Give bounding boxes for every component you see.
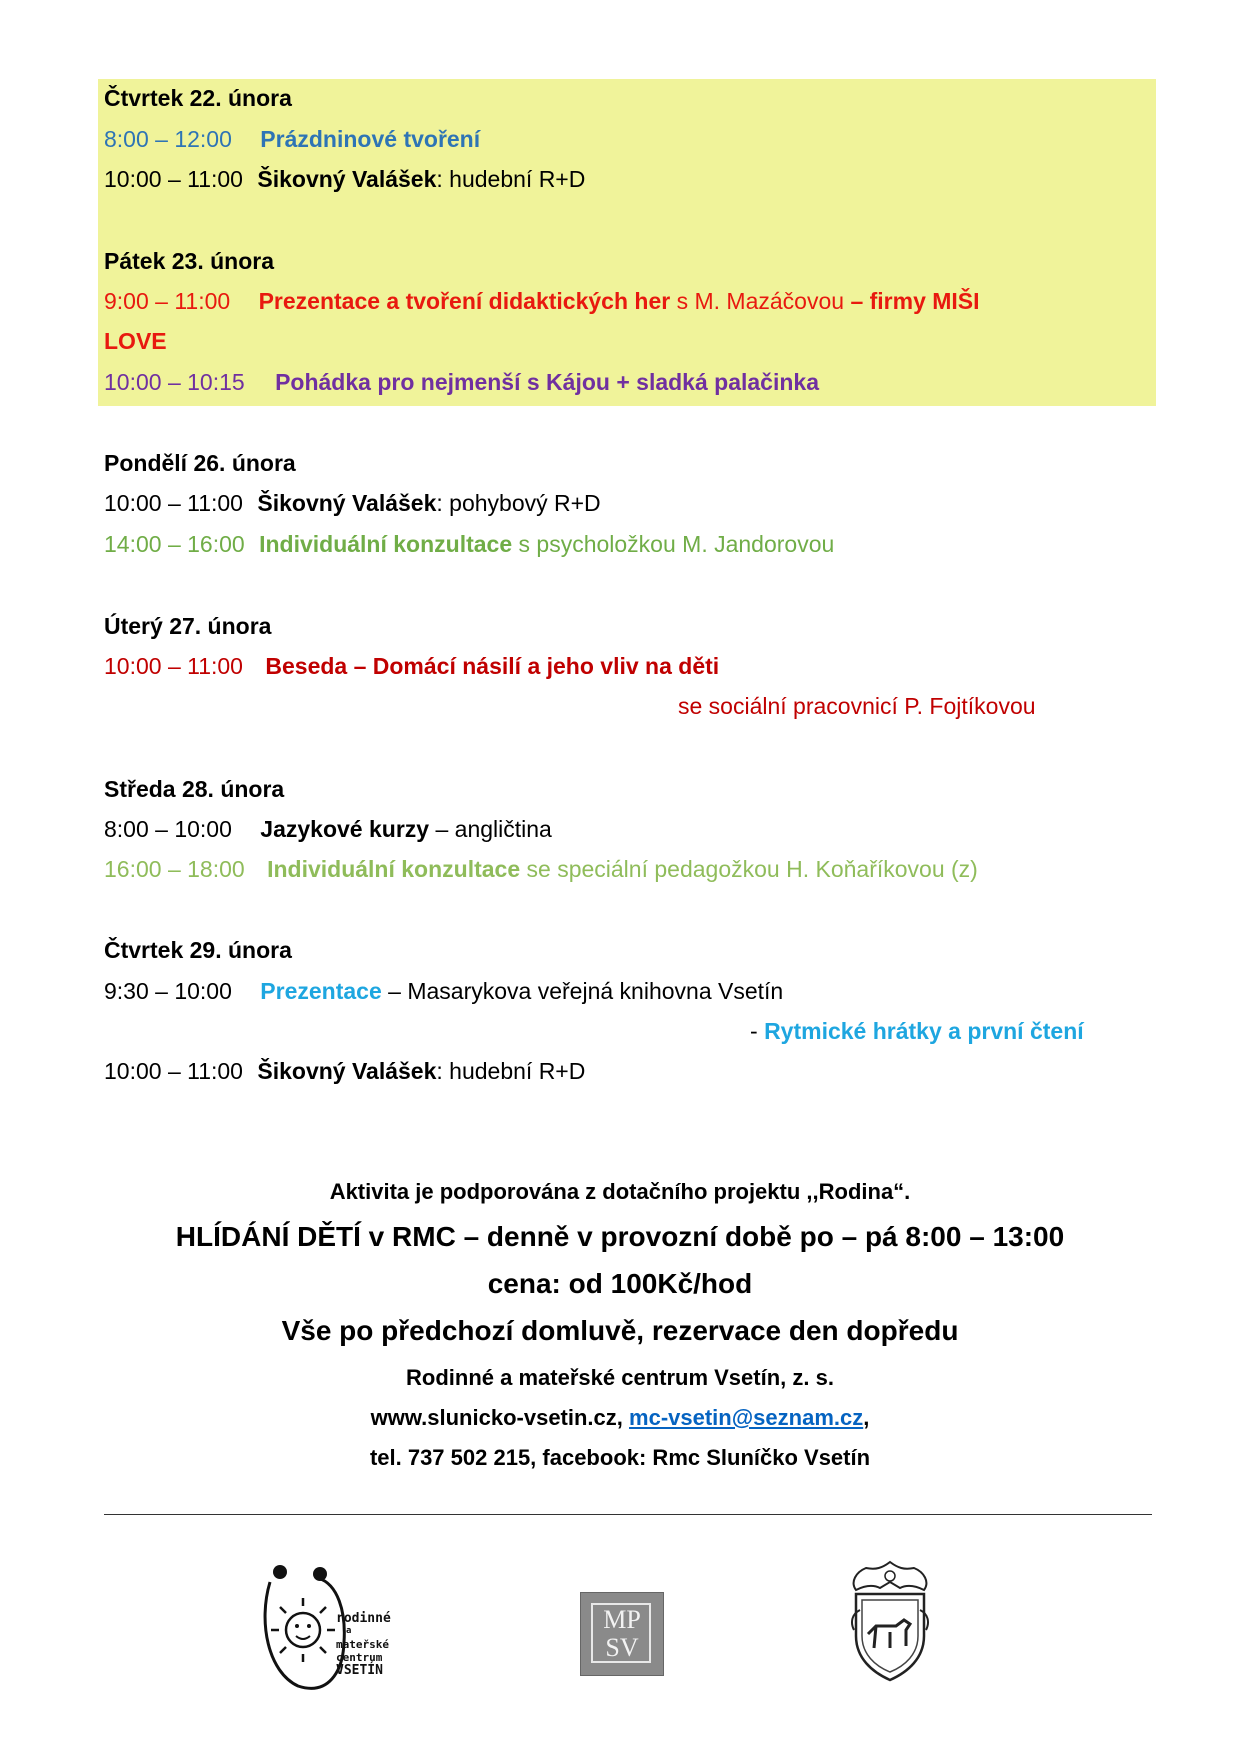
event-row [104,124,480,154]
babysitting-title: HLÍDÁNÍ DĚTÍ v RMC [175,1221,456,1252]
event-row [104,854,978,884]
website-link[interactable]: www.slunicko-vsetin.cz, [370,1405,630,1430]
mpsv-bottom-text: SV [605,1633,639,1662]
event-row [104,367,819,397]
day-heading-thu29: Čtvrtek 29. února [104,937,292,963]
event-organizer-cont: LOVE [104,328,167,354]
event-row [104,164,585,194]
event-title: Šikovný Valášek [257,490,437,516]
event-row [104,529,834,559]
event-description: : pohybový R+D [436,490,601,516]
babysitting-line [0,1220,1240,1254]
day-heading-fri23: Pátek 23. února [104,248,275,274]
booking-note: Vše po předchozí domluvě, rezervace den dopředu [281,1315,959,1346]
event-description: – angličtina [429,816,552,842]
event-time: 8:00 – 12:00 [104,126,232,152]
rmc-logo-word: a [346,1626,352,1636]
event-row [104,976,783,1006]
event-title: Individuální konzultace [259,531,513,557]
event-row [104,651,719,681]
event-title: Prázdninové tvoření [260,126,481,152]
contact-line: tel. 737 502 215, facebook: Rmc Sluníčko Vsetín [369,1445,871,1470]
event-time: 8:00 – 10:00 [104,816,232,842]
event-description: – Masarykova veřejná knihovna Vsetín [381,978,784,1004]
babysitting-hours: – denně v provozní době po – pá 8:00 – 13:00 [455,1221,1065,1252]
event-description: s psycholožkou M. Jandorovou [512,531,835,557]
day-heading-thu22: Čtvrtek 22. února [104,85,292,111]
day-heading-wed28: Středa 28. února [104,776,285,802]
event-title: Šikovný Valášek [257,1058,437,1084]
event-subtitle-text: Rytmické hrátky a první čtení [764,1018,1084,1044]
org-name: Rodinné a mateřské centrum Vsetín, z. s. [406,1365,834,1390]
dash: - [750,1018,765,1044]
event-organizer: – firmy MIŠI [850,288,980,314]
email-comma: , [863,1405,870,1430]
event-row [104,814,552,844]
rmc-logo-word: mateřské [336,1638,389,1651]
web-email-line [0,1404,1240,1432]
event-row [104,1056,585,1086]
event-time: 10:00 – 11:00 [104,1058,243,1084]
rmc-logo-word: centrum [336,1651,383,1664]
rmc-logo-word: rodinné [336,1611,391,1626]
email-link[interactable]: mc-vsetin@seznam.cz [629,1405,864,1430]
divider-line [104,1514,1152,1515]
event-title: Jazykové kurzy [260,816,430,842]
event-time: 10:00 – 11:00 [104,166,243,192]
mpsv-top-text: MP [603,1605,641,1634]
event-time: 9:30 – 10:00 [104,978,232,1004]
event-title: Prezentace a tvoření didaktických her [258,288,671,314]
event-description: se sociální pracovnicí P. Fojtíkovou [678,693,1036,719]
event-time: 10:00 – 10:15 [104,369,245,395]
vsetin-coat-of-arms [846,1560,934,1682]
rmc-logo [258,1562,428,1694]
event-time: 10:00 – 11:00 [104,653,243,679]
event-description: se speciální pedagožkou H. Koňaříkovou (z) [520,856,978,882]
price: cena: od 100Kč/hod [487,1268,753,1299]
coat-of-arms-icon [846,1560,934,1682]
event-row [104,286,980,316]
event-title: Šikovný Valášek [257,166,437,192]
event-title: Individuální konzultace [267,856,521,882]
event-time: 10:00 – 11:00 [104,490,243,516]
event-row [104,488,601,518]
event-title: Beseda – Domácí násilí a jeho vliv na děti [265,653,720,679]
event-title: Prezentace [260,978,382,1004]
support-note: Aktivita je podporována z dotačního projektu ,,Rodina“. [329,1179,911,1204]
event-description: s M. Mazáčovou [670,288,851,314]
rmc-logo-text [336,1612,391,1677]
event-title: Pohádka pro nejmenší s Kájou + sladká palačinka [275,369,819,395]
rmc-logo-word: VSETÍN [336,1663,383,1678]
event-time: 9:00 – 11:00 [104,288,231,314]
day-heading-tue27: Úterý 27. února [104,613,272,639]
mpsv-logo [580,1592,664,1676]
event-description: : hudební R+D [436,1058,586,1084]
event-subtitle [750,1016,1084,1046]
event-description: : hudební R+D [436,166,586,192]
event-time: 16:00 – 18:00 [104,856,245,882]
event-time: 14:00 – 16:00 [104,531,245,557]
day-heading-mon26: Pondělí 26. února [104,450,296,476]
